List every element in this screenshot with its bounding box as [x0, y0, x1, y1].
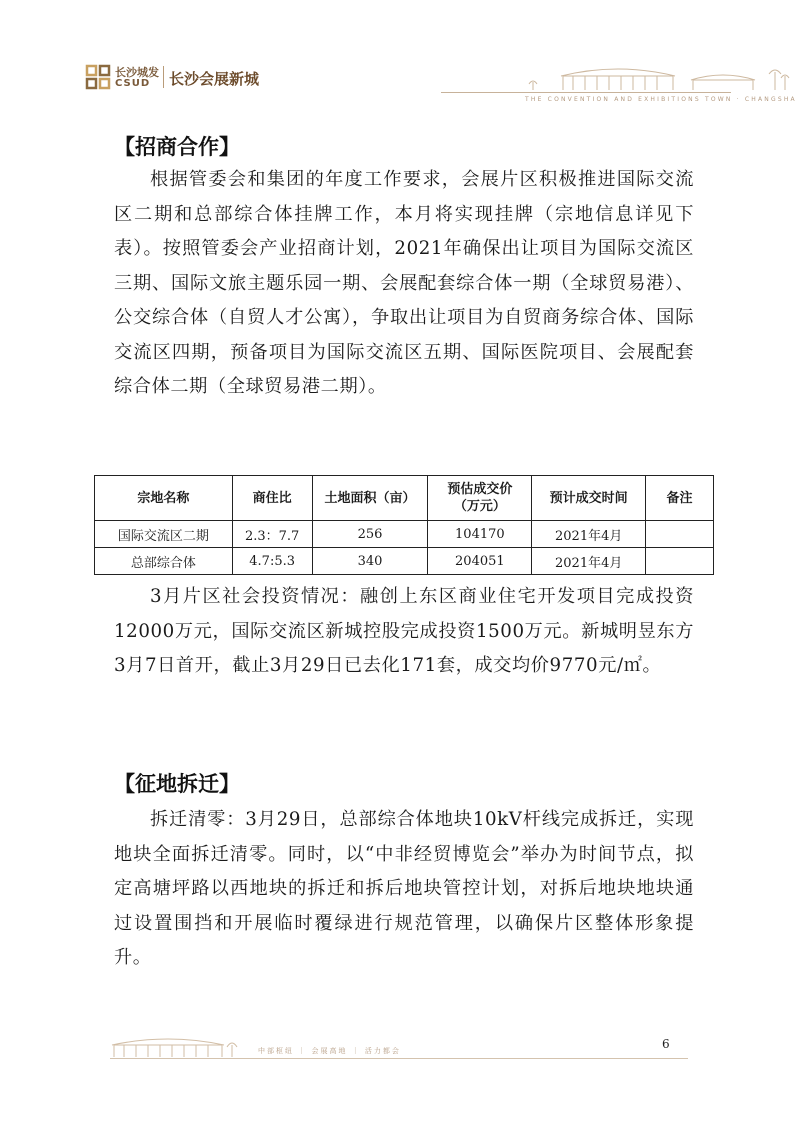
table-header-row: [95, 476, 714, 521]
table-cell: 204051: [428, 548, 532, 575]
table-cell: 340: [312, 548, 428, 575]
section-title-demolition: 【征地拆迁】: [114, 772, 240, 796]
table-cell: 2.3：7.7: [232, 521, 312, 548]
table-header-cell: 土地面积（亩）: [312, 476, 428, 521]
header-rule: [441, 92, 731, 93]
paragraph-investment-plan: 根据管委会和集团的年度工作要求，会展片区积极推进国际交流区二期和总部综合体挂牌工作，本月将实现挂牌（宗地信息详见下表）。按照管委会产业招商计划，2021年确保出让项目为国际交流区三期、国际文旅主题乐园一期、会展配套综合体一期（全球贸易港）、公交综合体（自贸人才公寓），争取出让项目为自贸商务综合体、国际交流区四期，预备项目为国际交流区五期、国际医院项目、会展配套综合体二期（全球贸易港二期）。: [114, 169, 694, 397]
footer-building-illustration-icon: [110, 1033, 240, 1059]
section-title-investment: 【招商合作】: [114, 135, 240, 159]
page-number: 6: [662, 1037, 670, 1051]
table-row: [95, 548, 714, 575]
table-cell: [646, 521, 714, 548]
table-header-cell: [428, 476, 532, 521]
table-header-cell: 预计成交时间: [532, 476, 646, 521]
table-cell: 2021年4月: [532, 521, 646, 548]
skyline-illustration-icon: [523, 60, 793, 92]
logo-separator: [163, 66, 164, 88]
land-parcel-table: [94, 475, 714, 575]
footer-rule: [110, 1058, 688, 1059]
table-header-cell: 商住比: [232, 476, 312, 521]
header-tagline: THE CONVENTION AND EXHIBITIONS TOWN · CHANGSHA: [525, 96, 797, 103]
footer-slogan: 中部枢纽 ｜ 会展高地 ｜ 活力都会: [258, 1047, 401, 1055]
table-cell: 2021年4月: [532, 548, 646, 575]
table-cell: 总部综合体: [95, 548, 233, 575]
table-header-cell: 备注: [646, 476, 714, 521]
table-cell: 4.7:5.3: [232, 548, 312, 575]
paragraph-investment-status: 3月片区社会投资情况：融创上东区商业住宅开发项目完成投资12000万元，国际交流区新城控股完成投资1500万元。新城明昱东方3月7日首开，截止3月29日已去化171套，成交均价9770元/㎡。: [114, 586, 694, 676]
table-row: [95, 521, 714, 548]
table-header-line: （万元）: [453, 499, 506, 514]
table-cell: 国际交流区二期: [95, 521, 233, 548]
logo-text-cn: 长沙城发: [115, 66, 159, 79]
logo-text-en: CSUD: [115, 78, 151, 89]
table-cell: 256: [312, 521, 428, 548]
paragraph-demolition: 拆迁清零：3月29日，总部综合体地块10kV杆线完成拆迁，实现地块全面拆迁清零。同时，以“中非经贸博览会”举办为时间节点，拟定高塘坪路以西地块的拆迁和拆后地块管控计划，对拆后地块地块通过设置围挡和开展临时覆绿进行规范管理，以确保片区整体形象提升。: [114, 809, 694, 968]
table-cell: 104170: [428, 521, 532, 548]
csud-logo-icon: [85, 64, 111, 90]
table-cell: [646, 548, 714, 575]
table-header-cell: 宗地名称: [95, 476, 233, 521]
page-header: [85, 58, 797, 103]
table-header-line: 预估成交价: [447, 482, 513, 497]
brand-name: 长沙会展新城: [169, 70, 260, 88]
